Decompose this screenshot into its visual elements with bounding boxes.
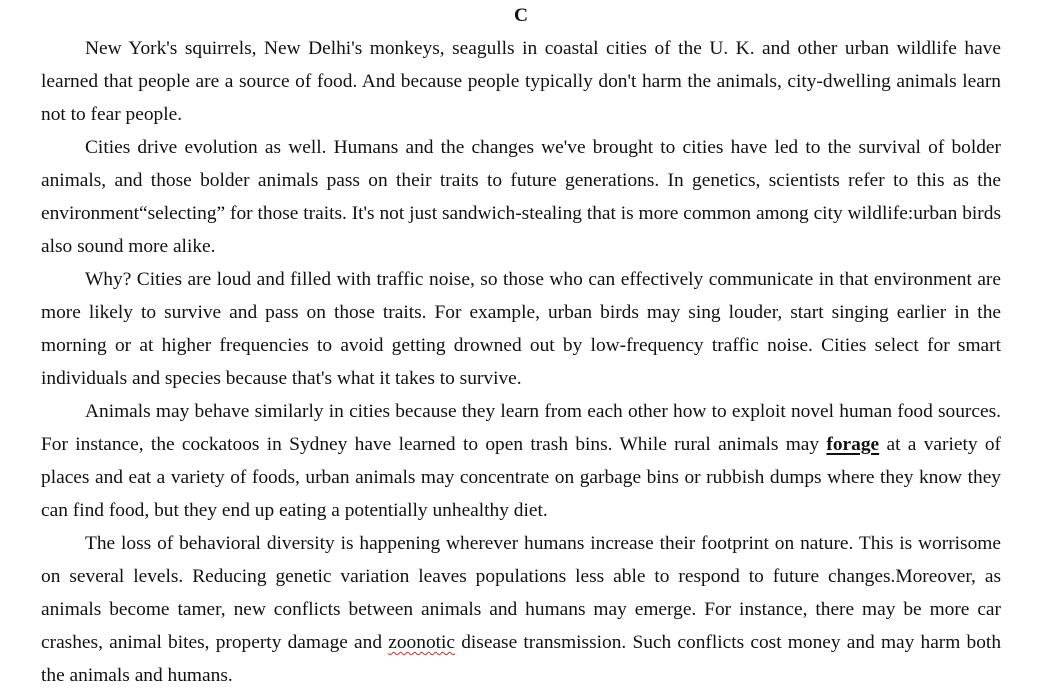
paragraph-3: Why? Cities are loud and filled with traffic noise, so those who can effectively communicate in that environment are more likely to survive and pass on those traits. For example, urban birds may sing louder, start singing earlier in the morning or at higher frequencies to avoid getting drowned out by low-frequency traffic noise. Cities select for smart individuals and species because that's what it takes to survive. xyxy=(41,269,1001,389)
paragraph-5 xyxy=(41,527,1001,692)
paragraph-5-text-start: The loss of behavioral diversity is happening wherever humans increase their footprint on nature. This is worrisome on several levels. Reducing genetic variation leaves populations less able to respond to future changes.Moreover, as animals become tamer, new conflicts between animals and humans may emerge. For instance, there may be more car crashes, animal bites, property damage and xyxy=(41,533,1001,653)
paragraph-5-text-end: disease transmission. Such conflicts cost money and may harm both the animals and humans. xyxy=(41,632,1002,686)
keyword-forage: forage xyxy=(826,434,880,455)
paragraph-1: New York's squirrels, New Delhi's monkeys, seagulls in coastal cities of the U. K. and other urban wildlife have learned that people are a source of food. And because people typically don't harm the animals, city-dwelling animals learn not to fear people. xyxy=(41,38,1001,125)
section-heading: C xyxy=(513,5,528,26)
paragraph-4-text-end: at a variety of places and eat a variety of foods, urban animals may concentrate on garbage bins or rubbish dumps where they know they can find food, but they end up eating a potentially unhealthy diet. xyxy=(41,434,1002,521)
spellcheck-flagged-word[interactable]: zoonotic xyxy=(388,632,456,653)
paragraph-4-text-start: Animals may behave similarly in cities because they learn from each other how to exploit novel human food sources. For instance, the cockatoos in Sydney have learned to open trash bins. While rural animals may xyxy=(41,401,1001,455)
document-page xyxy=(41,0,1001,692)
paragraph-2: Cities drive evolution as well. Humans and the changes we've brought to cities have led to the survival of bolder animals, and those bolder animals pass on their traits to future generations. In genetics, scientists refer to this as the environment“selecting” for those traits. It's not just sandwich-stealing that is more common among city wildlife:urban birds also sound more alike. xyxy=(41,137,1001,257)
paragraph-4 xyxy=(41,395,1001,527)
